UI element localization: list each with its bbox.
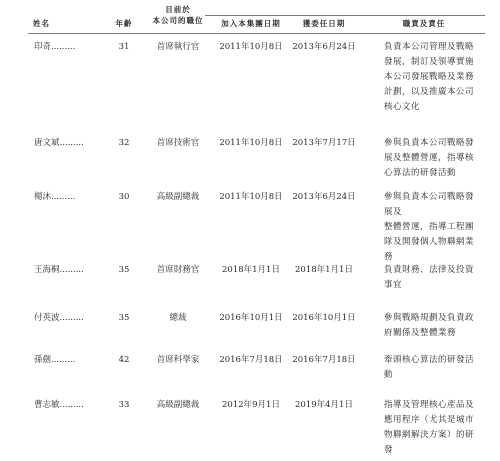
responsibilities-cell [384,136,482,181]
responsibility-line: 整體營運，指導工程團 [384,222,475,232]
position-cell: 首席執行官 [156,42,200,52]
responsibility-line: 負責財務、法律及投資 [384,265,475,275]
name-cell: 唐文斌......... [34,138,84,148]
header-age: 年齡 [115,19,133,28]
responsibility-line: 隊及開發個人物聯網業 [384,237,475,247]
position-cell: 總裁 [169,313,187,323]
age-cell: 33 [118,400,130,410]
age-cell: 35 [118,313,130,323]
position-cell: 高級副總裁 [156,192,200,202]
join-date-cell: 2012年9月1日 [222,400,280,410]
appointment-date-cell: 2016年10月1日 [292,313,356,323]
join-date-cell: 2018年1月1日 [222,265,280,275]
responsibility-line: 應用程序（尤其是城市 [384,415,475,425]
name-cell: 印奇......... [34,42,76,52]
header-join-date: 加入本集團日期 [221,19,281,28]
header-position-line1: 目前於 [165,5,191,14]
age-cell: 31 [118,42,130,52]
appointment-date-cell: 2013年7月17日 [292,138,356,148]
responsibility-line: 展及整體營運，指導核 [384,153,475,163]
join-date-cell: 2011年10月8日 [219,192,283,202]
responsibilities-cell [384,190,482,265]
header-position [146,4,210,26]
responsibility-line: 事宜 [384,280,403,290]
join-date-cell: 2016年7月18日 [219,355,283,365]
join-date-cell: 2016年10月1日 [219,313,283,323]
appointment-date-cell: 2013年6月24日 [292,192,356,202]
responsibilities-cell [384,398,482,458]
appointment-date-cell: 2018年1月1日 [295,265,353,275]
responsibility-line: 本公司發展戰略及業務 [384,72,475,82]
join-date-cell: 2011年10月8日 [219,42,283,52]
age-cell: 35 [118,265,130,275]
name-cell: 楊沐......... [34,192,76,202]
responsibilities-cell [384,40,482,115]
table-header [0,0,500,34]
name-cell: 王海桐......... [34,265,84,275]
header-name: 姓名 [33,19,50,28]
responsibility-line: 參與負責本公司戰略發 [384,138,475,148]
age-cell: 42 [118,355,130,365]
responsibility-line: 核心文化 [384,102,421,112]
header-position-line2: 本公司的職位 [152,16,204,25]
appointment-date-cell: 2016年7月18日 [292,355,356,365]
name-cell: 付英波......... [34,313,84,323]
responsibilities-cell [384,353,482,383]
responsibilities-cell [384,263,482,293]
responsibility-line: 發展，制訂及領導實施 [384,57,475,67]
header-appointment-date: 獲委任日期 [302,19,346,28]
position-cell: 高級副總裁 [156,400,200,410]
join-date-cell: 2011年10月8日 [219,138,283,148]
responsibility-line: 負責本公司管理及戰略 [384,42,475,52]
responsibility-line: 牽頭核心算法的研發活動 [384,355,475,380]
responsibility-line: 發 [384,445,394,455]
responsibilities-cell [384,311,482,341]
name-cell: 孫劍......... [34,355,76,365]
position-cell: 首席財務官 [156,265,200,275]
responsibility-line: 務 [384,252,394,262]
responsibility-line: 物聯網解決方案）的研 [384,430,475,440]
appointment-date-cell: 2019年4月1日 [295,400,353,410]
responsibility-line: 府關係及整體業務 [384,328,457,338]
responsibility-line: 計劃，以及推廣本公司 [384,87,475,97]
header-divider [28,33,485,34]
appointment-date-cell: 2013年6月24日 [292,42,356,52]
responsibility-line: 指導及管理核心產品及 [384,400,475,410]
position-cell: 首席科學家 [156,355,200,365]
responsibility-line: 心算法的研發活動 [384,168,457,178]
age-cell: 32 [118,138,130,148]
responsibility-line: 參與負責本公司戰略發展及 [384,192,475,217]
age-cell: 30 [118,192,130,202]
header-divider-top [205,15,485,16]
responsibility-line: 參與戰略規劃及負責政 [384,313,475,323]
name-cell: 曹志敏......... [34,400,84,410]
header-responsibilities: 職責及責任 [402,19,446,28]
position-cell: 首席技術官 [156,138,200,148]
